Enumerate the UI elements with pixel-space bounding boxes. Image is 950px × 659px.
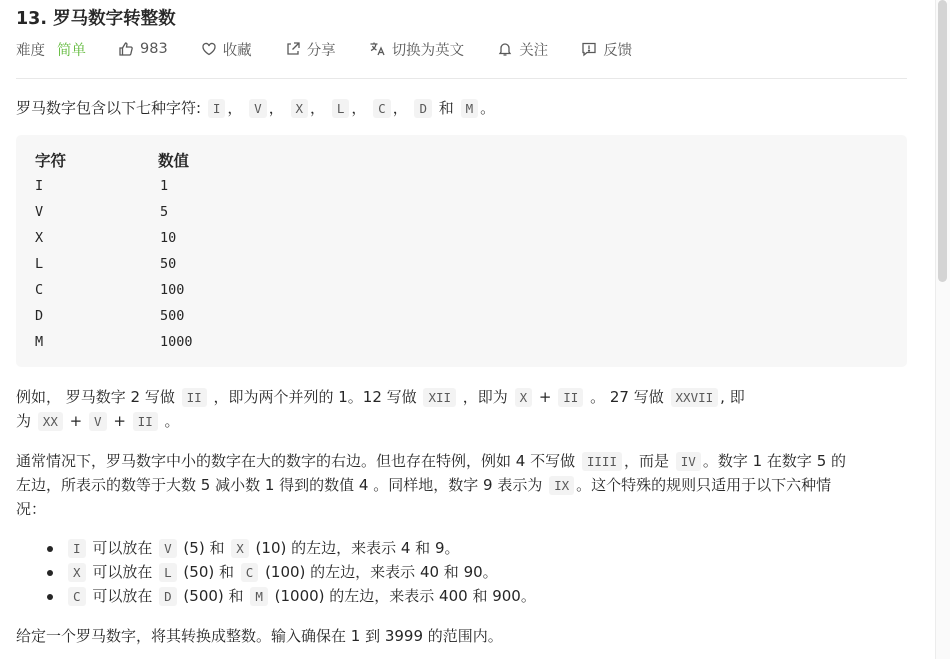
thumbs-up-icon [118,41,134,57]
table-symbol: I [35,178,44,194]
follow-label: 关注 [519,42,549,59]
table-value: 5 [160,204,169,220]
example-paragraph-line2: 为 XX + V + II 。 [16,412,180,430]
share-icon [285,41,301,57]
difficulty-label: 难度 [16,42,45,59]
list-item: I 可以放在 V (5) 和 X (10) 的左边，来表示 4 和 9。 [16,536,536,560]
like-count: 983 [140,41,168,57]
special-paragraph-line2: 左边，所表示的数等于大数 5 减小数 1 得到的数值 4 。同样地，数字 9 表示为 IX 。这个特殊的规则只适用于以下六种情 [16,476,832,494]
translate-icon [369,41,386,57]
list-item: X 可以放在 L (50) 和 C (100) 的左边，来表示 40 和 90。 [16,560,536,584]
share-button[interactable] [285,39,336,60]
favorite-button[interactable] [201,39,252,60]
table-header-symbol: 字符 [35,152,67,170]
translate-button[interactable] [369,39,465,60]
translate-label: 切换为英文 [391,42,465,59]
table-symbol: C [35,282,44,298]
table-symbol: M [35,334,44,350]
intro-paragraph: 罗马数字包含以下七种字符: I ， V ， X ， L ， C ， D 和 M 。 [16,99,496,117]
table-value: 50 [160,256,177,272]
difficulty-badge: 简单 [57,42,86,59]
table-symbol: L [35,256,44,272]
heart-icon [201,41,217,57]
share-label: 分享 [306,42,336,59]
vertical-scrollbar[interactable] [935,0,950,659]
special-paragraph-line3: 况： [16,500,47,518]
example-paragraph-line1: 例如， 罗马数字 2 写做 II ，即为两个并列的 1。12 写做 XII ，即为 X + II 。 27 写做 XXVII , 即 [16,388,745,406]
bullet-icon [47,546,53,552]
scrollbar-track [935,0,936,659]
favorite-label: 收藏 [222,42,252,59]
table-symbol: D [35,308,44,324]
list-item: C 可以放在 D (500) 和 M (1000) 的左边，来表示 400 和 900。 [16,584,536,608]
feedback-icon [581,41,597,57]
problem-meta-bar [16,38,907,60]
bell-icon [497,41,513,57]
table-value: 100 [160,282,185,298]
table-value: 500 [160,308,185,324]
table-symbol: X [35,230,44,246]
table-header-value: 数值 [158,152,190,170]
feedback-label: 反馈 [603,42,633,59]
follow-button[interactable] [497,39,548,60]
task-paragraph: 给定一个罗马数字，将其转换成整数。输入确保在 1 到 3999 的范围内。 [16,627,503,645]
like-button[interactable] [118,41,168,57]
bullet-icon [47,570,53,576]
feedback-button[interactable] [581,39,632,60]
problem-title: 13. 罗马数字转整数 [16,9,176,29]
table-value: 1000 [160,334,193,350]
symbol-value-table [16,135,907,367]
subtraction-rules-list [16,536,536,608]
special-paragraph-line1: 通常情况下，罗马数字中小的数字在大的数字的右边。但也存在特例，例如 4 不写做 IIII ，而是 IV 。数字 1 在数字 5 的 [16,452,847,470]
table-symbol: V [35,204,44,220]
table-value: 1 [160,178,169,194]
scrollbar-thumb[interactable] [938,0,947,282]
bullet-icon [47,594,53,600]
meta-divider [16,78,907,79]
table-value: 10 [160,230,177,246]
